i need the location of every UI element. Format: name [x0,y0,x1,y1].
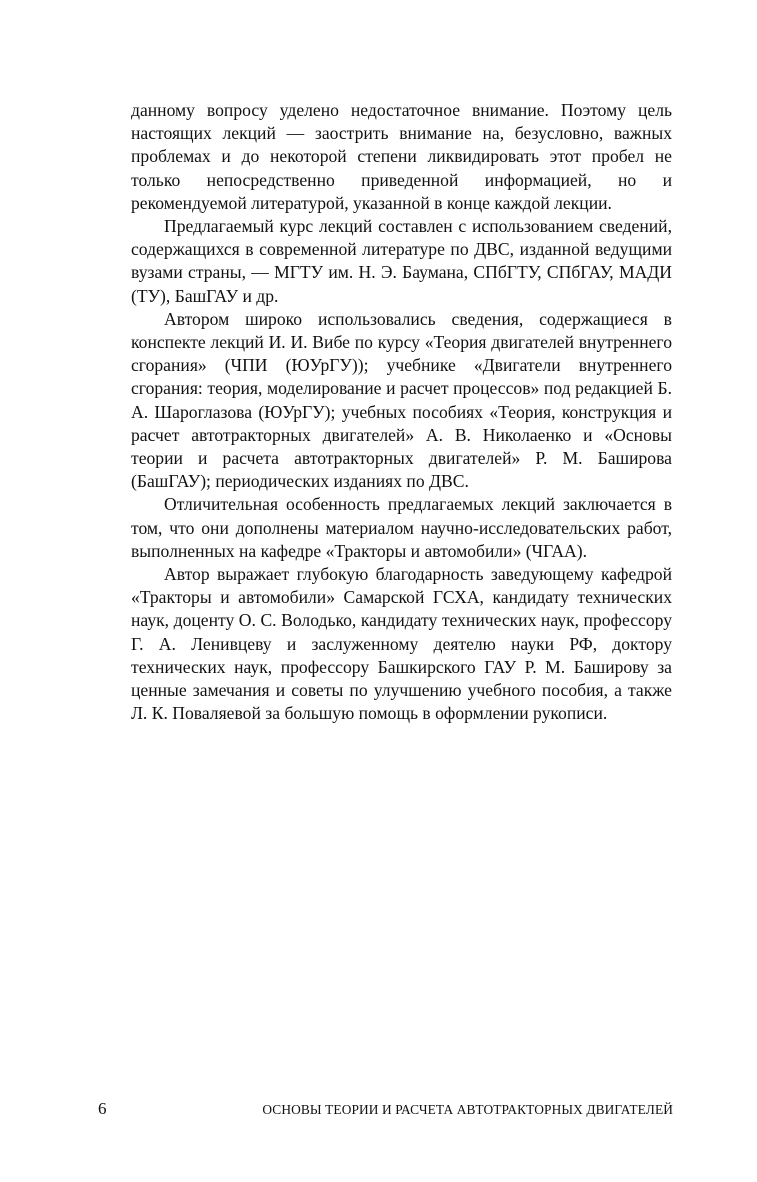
page-number: 6 [98,1099,107,1118]
paragraph-distinctive-feature: Отличительная особенность предлагаемых лекций заключается в том, что они дополнены материалом научно-исследовательских работ, выполненных на кафедре «Тракторы и автомобили» (ЧГАА). [131,494,672,561]
paragraph-acknowledgements: Автор выражает глубокую благодарность заведующему кафедрой «Тракторы и автомобили» Самарской ГСХА, кандидату технических наук, доценту О. С. Володько, кандидату технических наук, профессору Г. А. Ленивцеву и заслуженному деятелю науки РФ, доктору технических наук, профессору Башкирского ГАУ Р. М. Баширову за ценные замечания и советы по улучшению учебного пособия, а также Л. К. Поваляевой за большую помощь в оформлении рукописи. [131,564,672,724]
paragraph-literature-used: Автором широко использовались сведения, содержащиеся в конспекте лекций И. И. Вибе по курсу «Теория двигателей внутреннего сгорания» (ЧПИ (ЮУрГУ)); учебнике «Двигатели внутреннего сгорания: теория, моделирование и расчет процессов» под редакцией Б. А. Шароглазова (ЮУрГУ); учебных пособиях «Теория, конструкция и расчет автотракторных двигателей» А. В. Николаенко и «Основы теории и расчета автотракторных двигателей» Р. М. Баширова (БашГАУ); периодических изданиях по ДВС. [131,308,672,492]
body-text [131,99,672,725]
paragraph-course-sources: Предлагаемый курс лекций составлен с использованием сведений, содержащихся в современной литературе по ДВС, изданной ведущими вузами страны, — МГТУ им. Н. Э. Баумана, СПбГТУ, СПбГАУ, МАДИ (ТУ), БашГАУ и др. [131,216,672,306]
page-footer [98,1098,673,1122]
paragraph-continuation: данному вопросу уделено недостаточное внимание. Поэтому цель настоящих лекций — заострить внимание на, безусловно, важных проблемах и до некоторой степени ликвидировать этот пробел не только непосредственно приведенной информацией, но и рекомендуемой литературой, указанной в конце каждой лекции. [131,100,672,213]
running-title: ОСНОВЫ ТЕОРИИ И РАСЧЕТА АВТОТРАКТОРНЫХ ДВИГАТЕЛЕЙ [262,1102,673,1117]
